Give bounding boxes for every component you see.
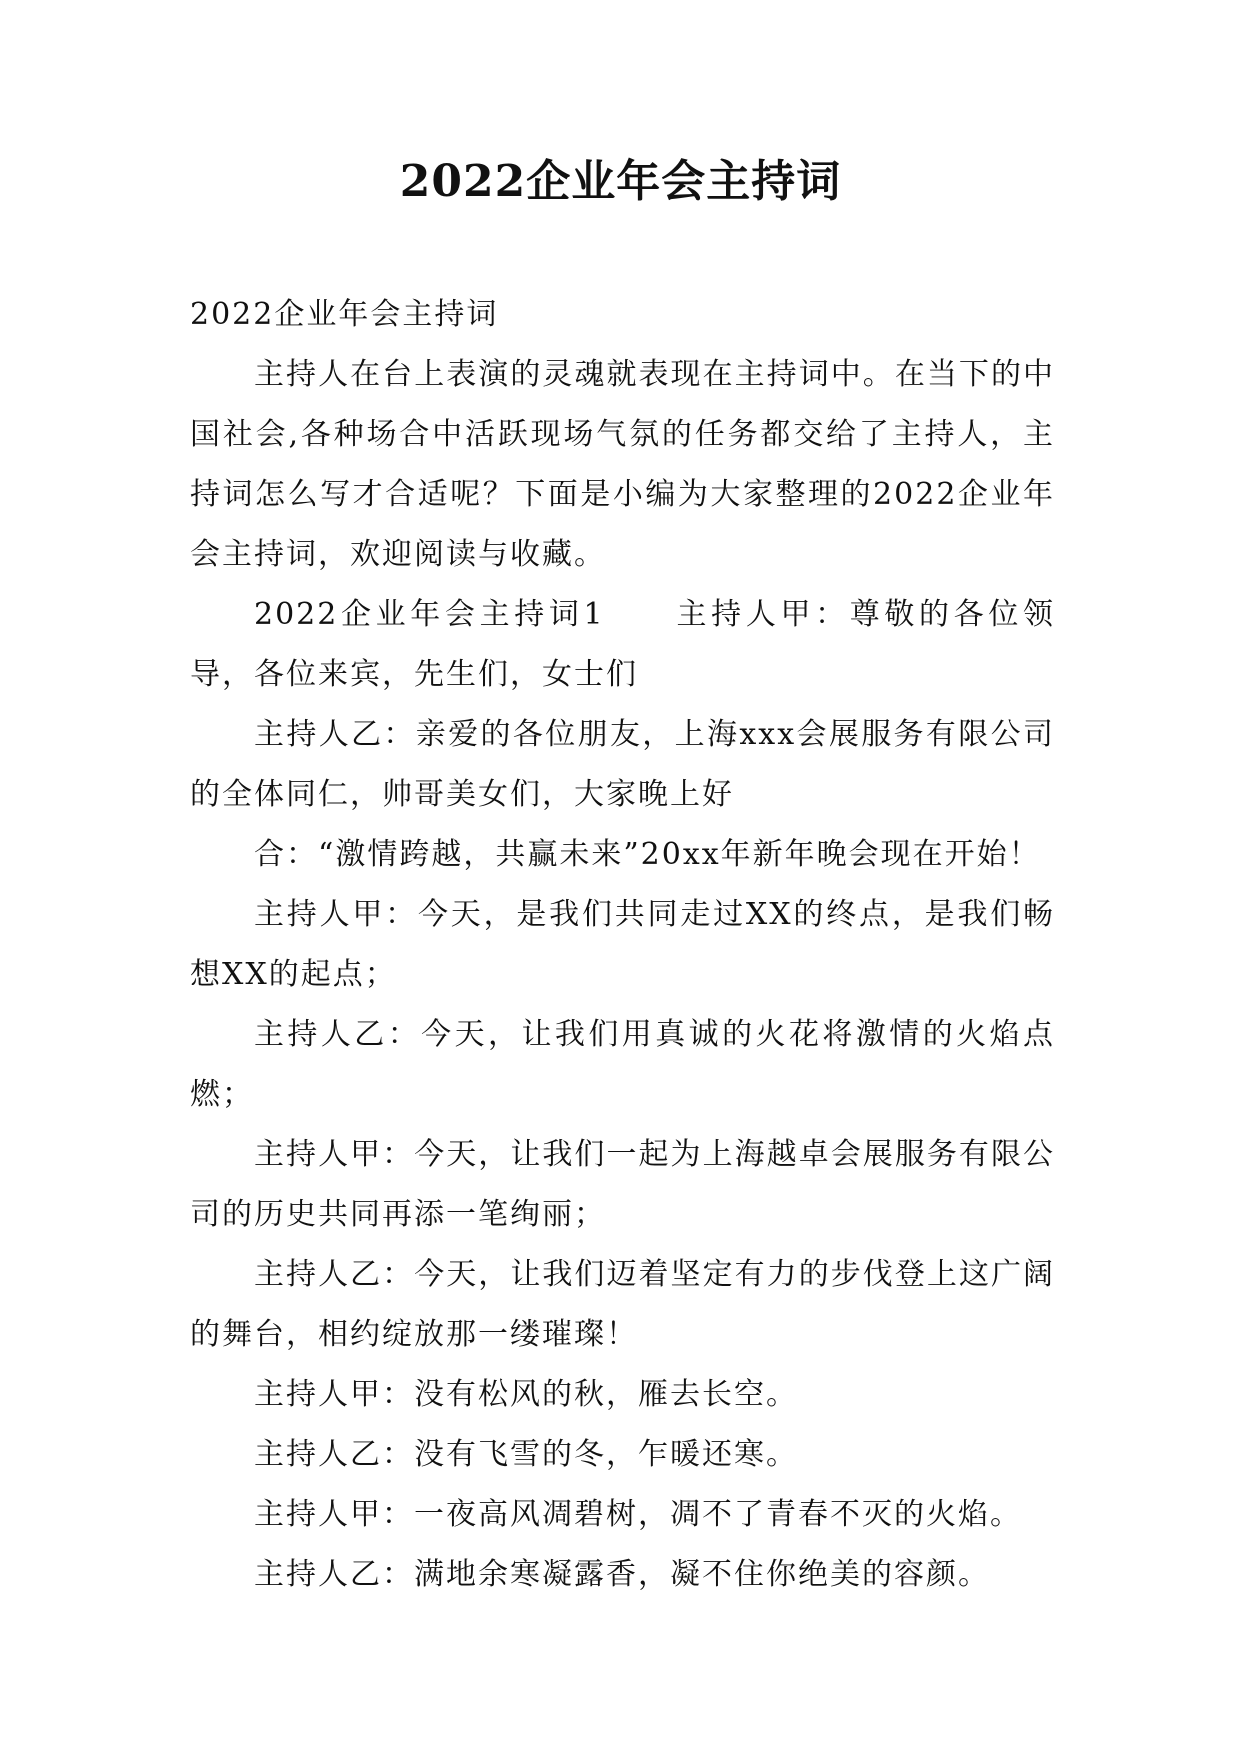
paragraph-host-a-greeting: 2022企业年会主持词1 主持人甲：尊敬的各位领导，各位来宾，先生们，女士们	[190, 597, 1055, 692]
paragraph-host-a-autumn: 主持人甲：没有松风的秋，雁去长空。	[254, 1377, 798, 1412]
document-subtitle: 2022企业年会主持词	[190, 297, 499, 332]
paragraph-host-a-today-2: 主持人甲：今天，让我们一起为上海越卓会展服务有限公司的历史共同再添一笔绚丽；	[190, 1137, 1055, 1232]
paragraph-host-b-frost: 主持人乙：满地余寒凝露香，凝不住你绝美的容颜。	[254, 1557, 990, 1592]
paragraph-together-opening: 合：“激情跨越，共赢未来”20xx年新年晚会现在开始！	[254, 837, 1041, 872]
page-title: 2022企业年会主持词	[399, 156, 842, 207]
paragraph-host-b-today-1: 主持人乙：今天，让我们用真诚的火花将激情的火焰点燃；	[190, 1017, 1055, 1112]
paragraph-host-a-today-1: 主持人甲：今天，是我们共同走过XX的终点，是我们畅想XX的起点；	[190, 897, 1055, 992]
paragraph-host-a-night-wind: 主持人甲：一夜高风凋碧树，凋不了青春不灭的火焰。	[254, 1497, 1022, 1532]
document-body	[190, 285, 1055, 1605]
paragraph-intro: 主持人在台上表演的灵魂就表现在主持词中。在当下的中国社会,各种场合中活跃现场气氛的任务都交给了主持人，主持词怎么写才合适呢？下面是小编为大家整理的2022企业年会主持词，欢迎阅读与收藏。	[190, 357, 1055, 572]
paragraph-host-b-today-2: 主持人乙：今天，让我们迈着坚定有力的步伐登上这广阔的舞台，相约绽放那一缕璀璨！	[190, 1257, 1055, 1352]
paragraph-host-b-greeting: 主持人乙：亲爱的各位朋友，上海xxx会展服务有限公司的全体同仁，帅哥美女们，大家晚上好	[190, 717, 1055, 812]
paragraph-host-b-winter: 主持人乙：没有飞雪的冬，乍暖还寒。	[254, 1437, 798, 1472]
